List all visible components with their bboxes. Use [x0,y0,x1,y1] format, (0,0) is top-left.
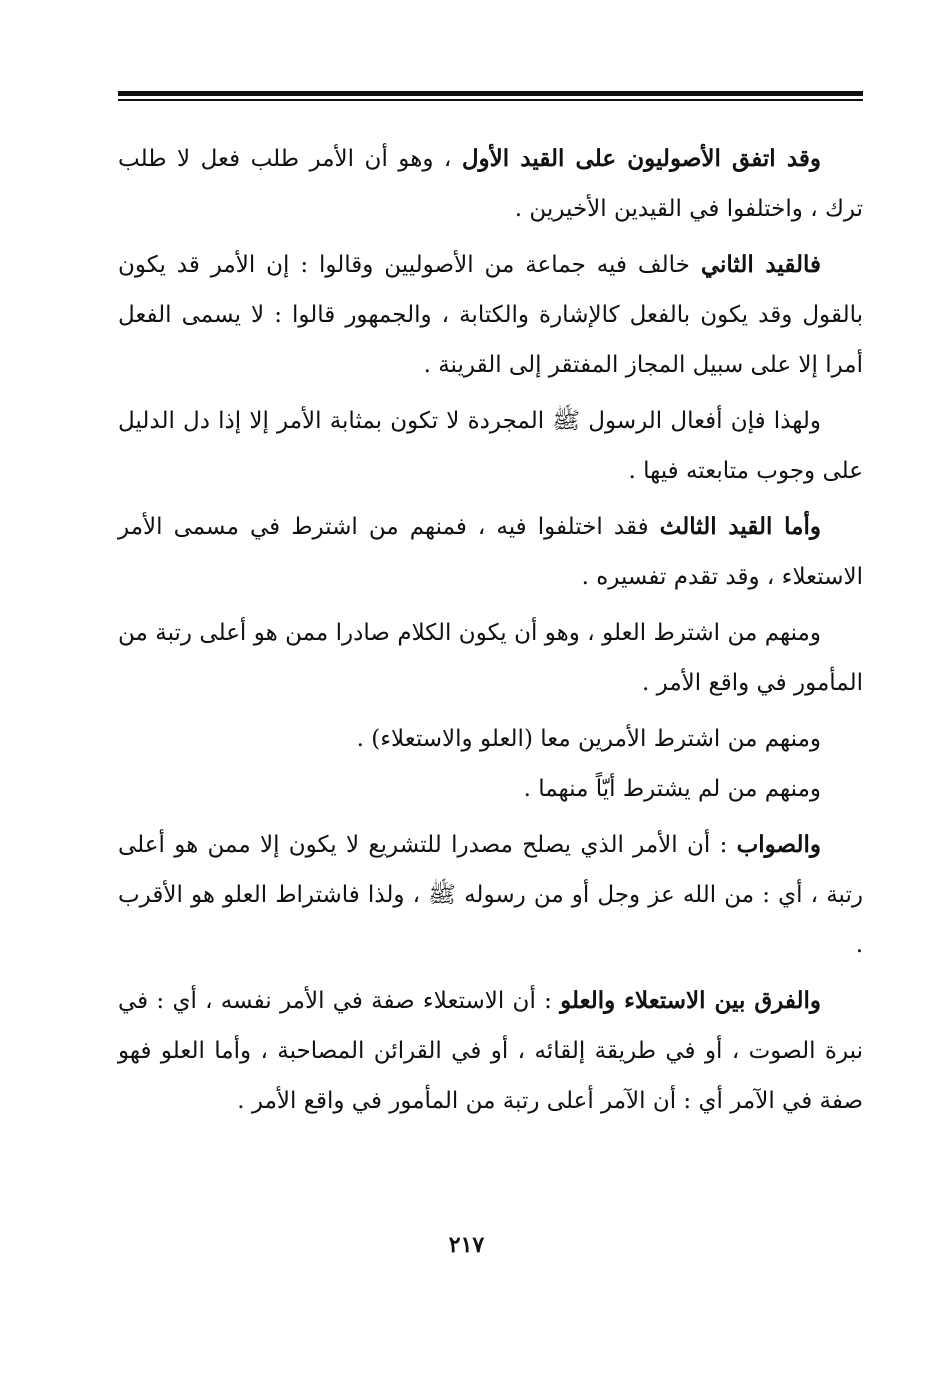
paragraph-9-text: : أن الاستعلاء صفة في الأمر نفسه ، أي : في نبرة الصوت ، أو في طريقة إلقائه ، أو في القرائن المصاحبة ، وأما العلو فهو صفة في الآمر أي : أن الآمر أعلى رتبة من المأمور في واقع الأمر . [118,988,863,1114]
paragraph-5-text: ومنهم من اشترط العلو ، وهو أن يكون الكلام صادرا ممن هو أعلى رتبة من المأمور في واقع الأمر . [118,620,863,696]
paragraph-4 [118,502,863,602]
paragraph-7-text: ومنهم من لم يشترط أيّاً منهما . [523,776,821,802]
paragraph-3 [118,396,863,496]
paragraph-8 [118,820,863,970]
paragraph-8-lead: والصواب [736,831,821,858]
paragraph-9 [118,976,863,1126]
paragraph-1-lead: وقد اتفق الأصوليون على القيد الأول [461,145,821,172]
paragraph-1 [118,134,863,234]
paragraph-4-lead: وأما القيد الثالث [659,513,821,540]
paragraph-7 [118,764,863,814]
paragraph-3-text: ولهذا فإن أفعال الرسول ﷺ المجردة لا تكون بمثابة الأمر إلا إذا دل الدليل على وجوب متابعته فيها . [118,408,863,484]
body-text [118,134,863,1126]
header-rule-thin [118,99,863,101]
paragraph-5 [118,608,863,708]
page-number: ٢١٧ [448,1232,485,1258]
paragraph-2-text: خالف فيه جماعة من الأصوليين وقالوا : إن الأمر قد يكون بالقول وقد يكون بالفعل كالإشارة والكتابة ، والجمهور قالوا : لا يسمى الفعل أمرا إلا على سبيل المجاز المفتقر إلى القرينة . [118,252,863,378]
paragraph-8-text: : أن الأمر الذي يصلح مصدرا للتشريع لا يكون إلا ممن هو أعلى رتبة ، أي : من الله عز وجل أو من رسوله ﷺ ، ولذا فاشتراط العلو هو الأقرب . [118,832,863,958]
paragraph-6 [118,714,863,764]
paragraph-1-text: ، وهو أن الأمر طلب فعل لا طلب ترك ، واختلفوا في القيدين الأخيرين . [118,146,863,222]
paragraph-2-lead: فالقيد الثاني [700,251,821,278]
paragraph-2 [118,240,863,390]
header-rule-thick [118,91,863,96]
paragraph-4-text: فقد اختلفوا فيه ، فمنهم من اشترط في مسمى الأمر الاستعلاء ، وقد تقدم تفسيره . [118,514,863,590]
paragraph-6-text: ومنهم من اشترط الأمرين معا (العلو والاستعلاء) . [356,726,821,752]
paragraph-9-lead: والفرق بين الاستعلاء والعلو [560,987,821,1014]
